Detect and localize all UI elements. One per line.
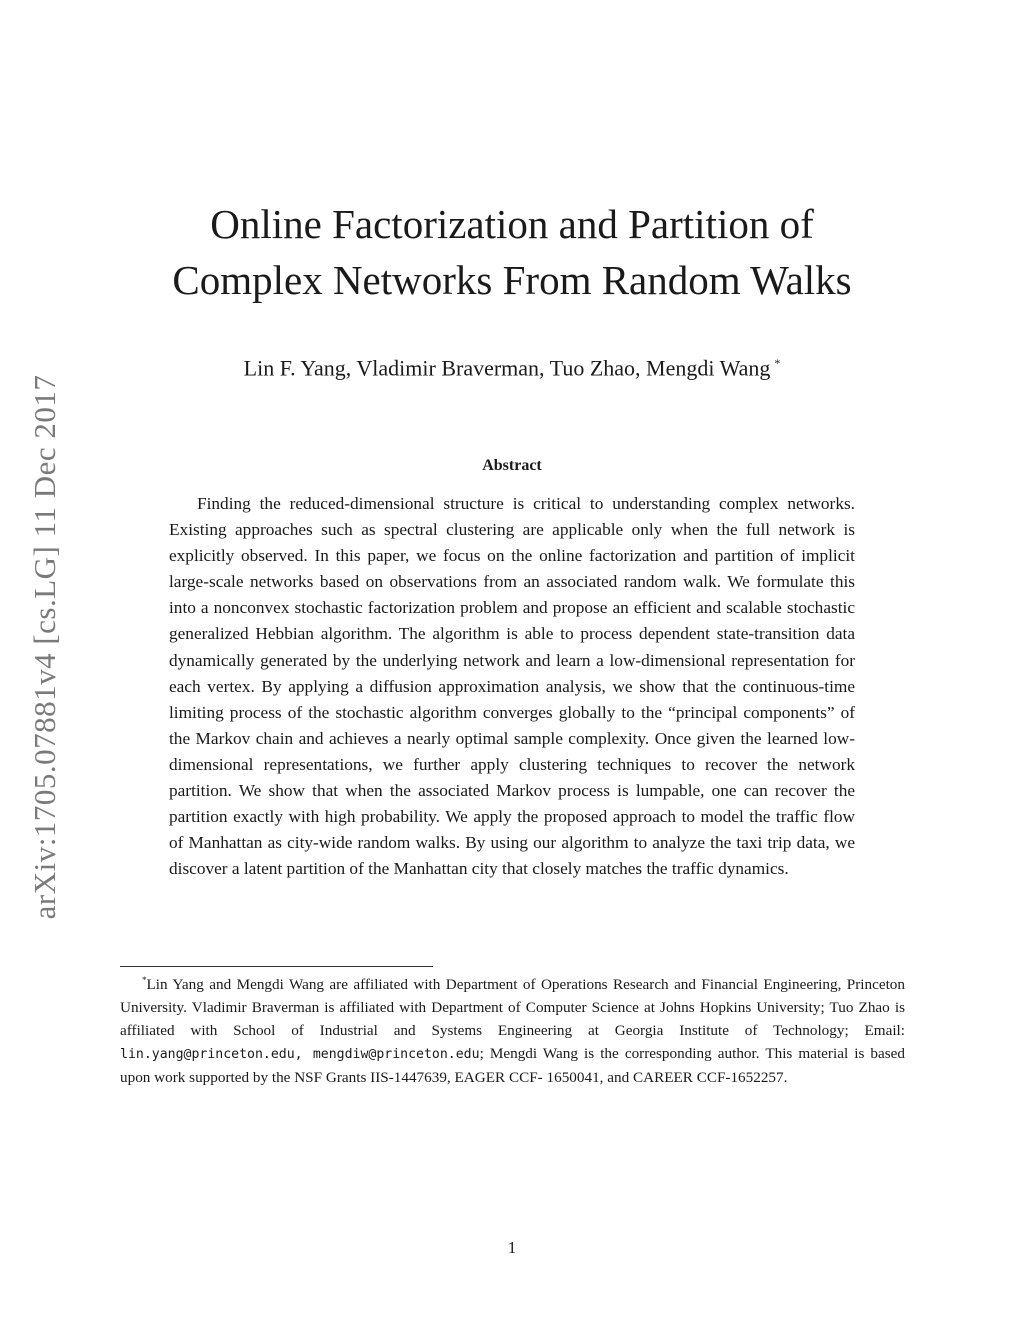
footnote-emails: lin.yang@princeton.edu, mengdiw@princeton.edu [120, 1047, 480, 1063]
abstract-heading: Abstract [482, 457, 542, 474]
paper-title-line-2: Complex Networks From Random Walks [172, 257, 852, 303]
author-list [100, 348, 924, 383]
paper-title-line-1: Online Factorization and Partition of [210, 201, 814, 247]
abstract-body: Finding the reduced-dimensional structure is critical to understanding complex networks. Existing approaches such as spectral clustering are applicable only when the full network is explicitly observed. In this paper, we focus on the online factorization and partition of implicit large-scale networks based on observations from an associated random walk. We formulate this into a nonconvex stochastic factorization problem and propose an efficient and scalable stochastic generalized Hebbian algorithm. The algorithm is able to process dependent state-transition data dynamically generated by the underlying network and learn a low-dimensional representation for each vertex. By applying a diffusion approximation analysis, we show that the continuous-time limiting process of the stochastic algorithm converges globally to the “principal components” of the Markov chain and achieves a nearly optimal sample complexity. Once given the learned low-dimensional representations, we further apply clustering techniques to recover the network partition. We show that when the associated Markov process is lumpable, one can recover the partition exactly with high probability. We apply the proposed approach to model the traffic flow of Manhattan as city-wide random walks. By using our algorithm to analyze the taxi trip data, we discover a latent partition of the Manhattan city that closely matches the traffic dynamics. [169, 494, 855, 879]
paper-title [100, 196, 924, 308]
footnote-marker: * [142, 975, 147, 985]
author-names: Lin F. Yang, Vladimir Braverman, Tuo Zhao, Mengdi Wang [243, 355, 771, 381]
footnote-affiliations: Lin Yang and Mengdi Wang are affiliated with Department of Operations Research and Financial Engineering, Princeton University. Vladimir Braverman is affiliated with Department of Computer Science at Johns Hopkins University; Tuo Zhao is affiliated with School of Industrial and Systems Engineering at Georgia Institute of Technology; Email: [120, 976, 905, 1040]
footnote-divider [120, 966, 433, 967]
author-footnote-marker: * [774, 356, 781, 370]
affiliation-footnote [120, 969, 905, 1089]
footnote-acknowledgement: ; Mengdi Wang is the corresponding author. This material is based upon work supported by the NSF Grants IIS-1447639, EAGER CCF- 1650041, and CAREER CCF-1652257. [120, 1045, 906, 1087]
page-number: 1 [507, 1238, 517, 1257]
arxiv-identifier-stamp: arXiv:1705.07881v4 [cs.LG] 11 Dec 2017 [27, 374, 62, 920]
